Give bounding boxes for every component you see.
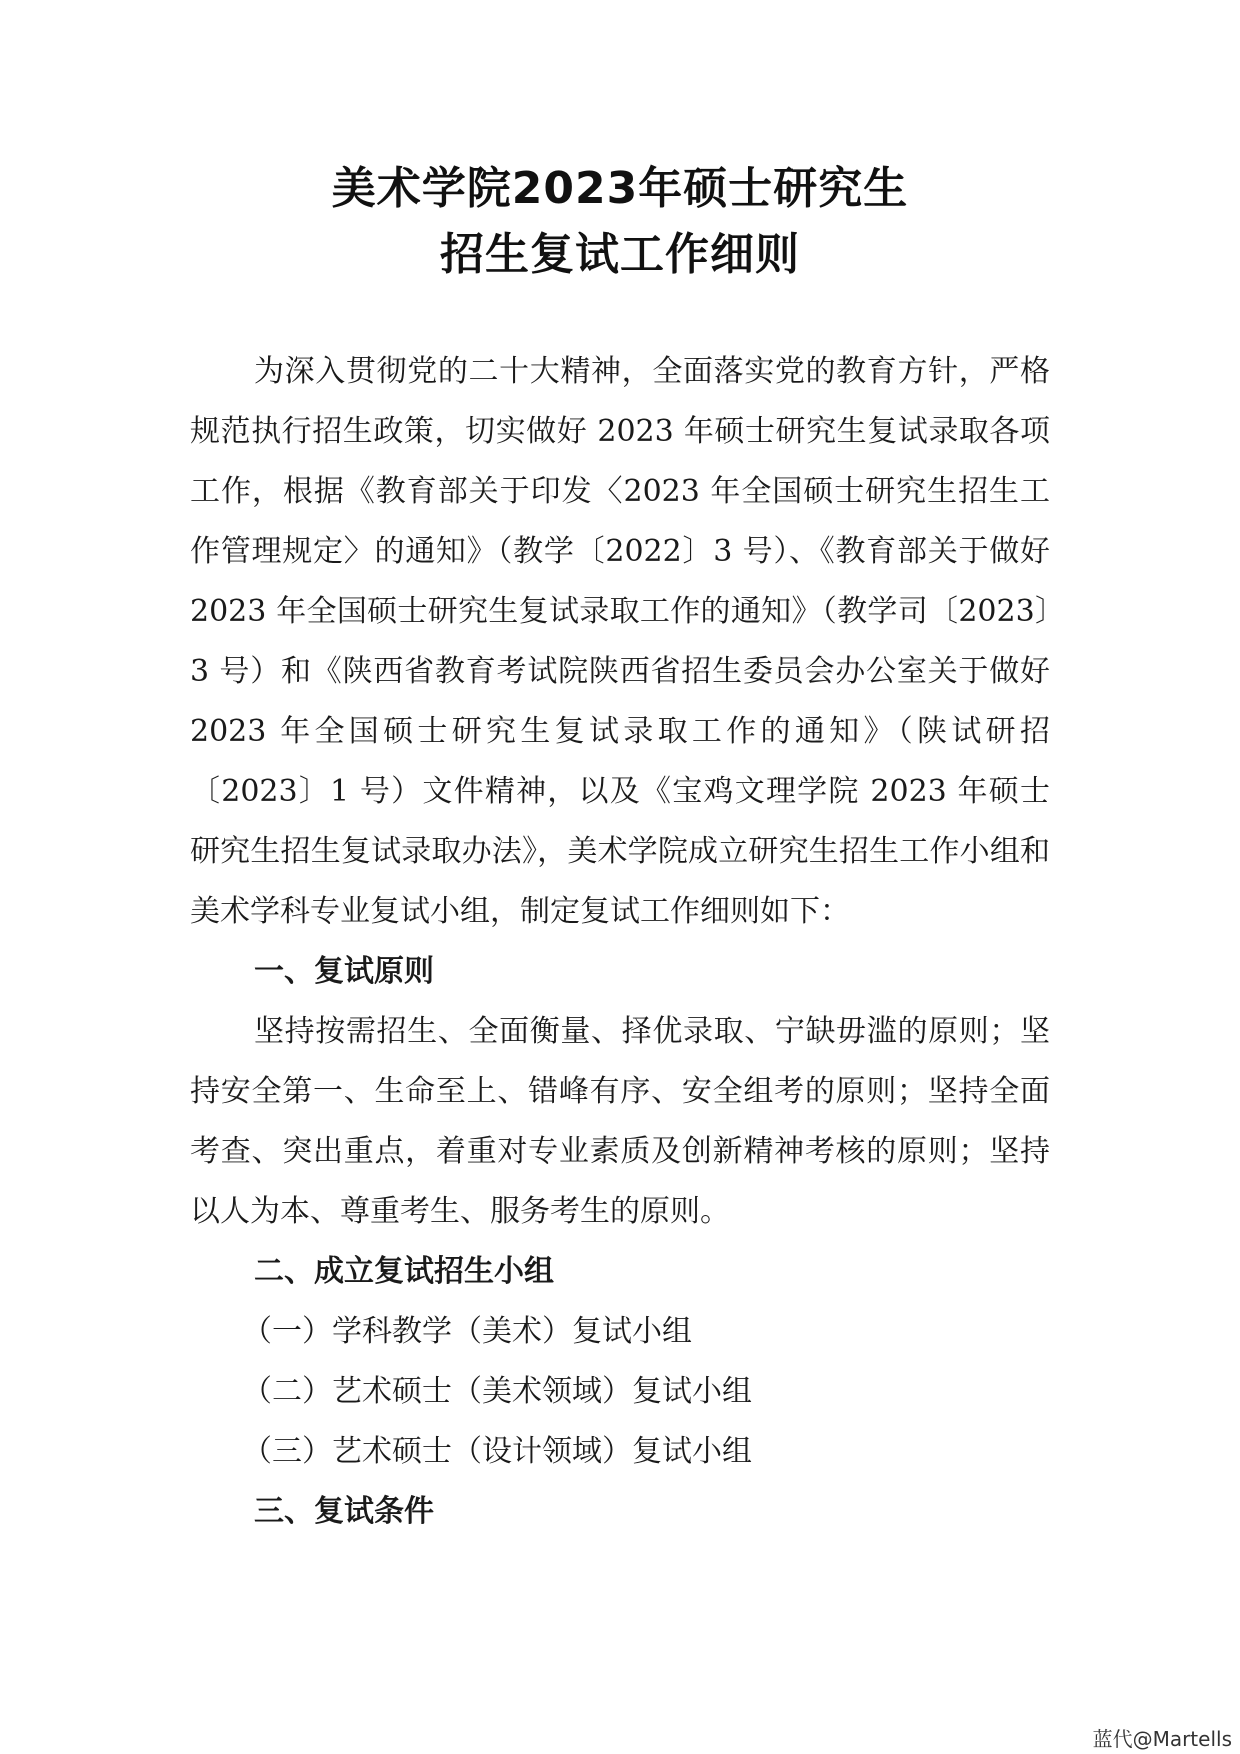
group-item: （二）艺术硕士（美术领域）复试小组 [242, 1374, 752, 1409]
group-item: （三）艺术硕士（设计领域）复试小组 [242, 1434, 752, 1469]
document-title-line2: 招生复试工作细则 [440, 229, 800, 280]
group-item: （一）学科教学（美术）复试小组 [242, 1314, 692, 1349]
section-heading-groups: 二、成立复试招生小组 [254, 1254, 554, 1289]
watermark: 蓝代@Martells [1092, 1727, 1232, 1751]
document-body [190, 342, 1050, 1542]
section-heading-conditions: 三、复试条件 [254, 1494, 434, 1529]
document-title-line1: 美术学院2023年硕士研究生 [331, 163, 909, 214]
intro-paragraph: 为深入贯彻党的二十大精神，全面落实党的教育方针，严格规范执行招生政策，切实做好 2023 年硕士研究生复试录取各项工作，根据《教育部关于印发〈2023 年全国硕士研究生招生工作管理规定〉的通知》（教学〔2022〕3 号）、《教育部关于做好 2023 年全国硕士研究生复试录取工作的通知》（教学司〔2023〕3 号）和《陕西省教育考试院陕西省招生委员会办公室关于做好 2023 年全国硕士研究生复试录取工作的通知》（陕试研招〔2023〕1 号）文件精神，以及《宝鸡文理学院 2023 年硕士研究生招生复试录取办法》，美术学院成立研究生招生工作小组和美术学科专业复试小组，制定复试工作细则如下： [190, 354, 1050, 929]
section-heading-principles: 一、复试原则 [254, 954, 434, 989]
principles-paragraph: 坚持按需招生、全面衡量、择优录取、宁缺毋滥的原则；坚持安全第一、生命至上、错峰有序、安全组考的原则；坚持全面考查、突出重点，着重对专业素质及创新精神考核的原则；坚持以人为本、尊重考生、服务考生的原则。 [190, 1014, 1050, 1229]
